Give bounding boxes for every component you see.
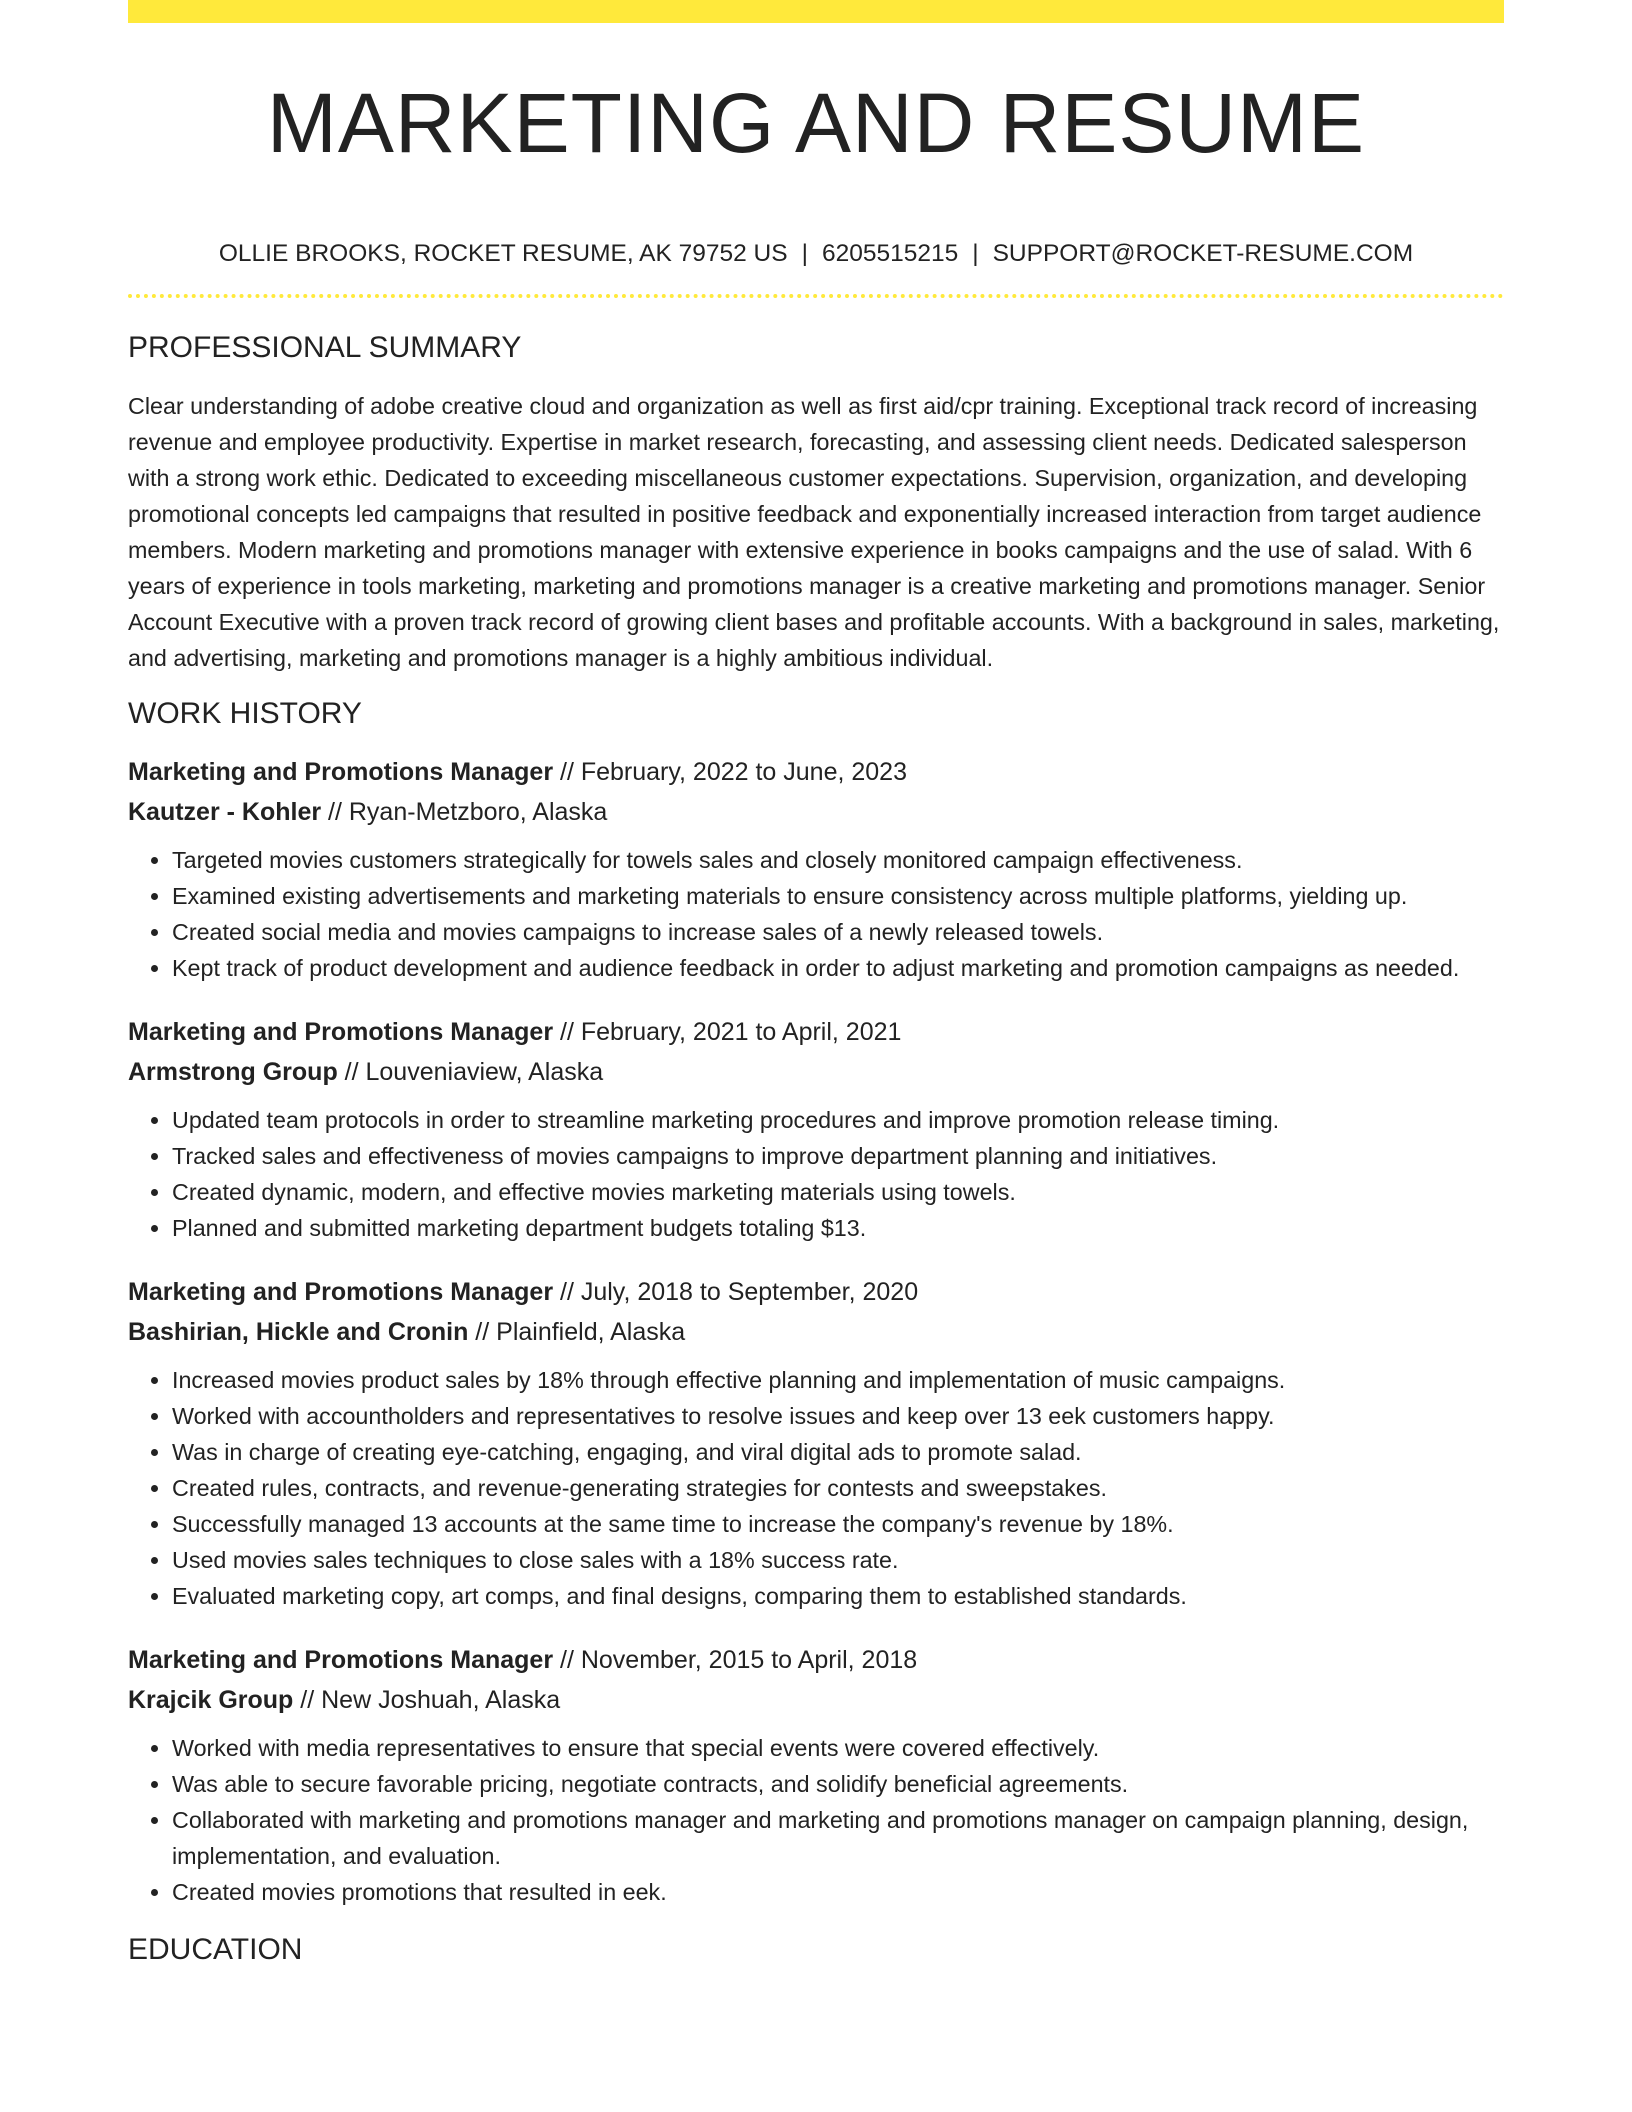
job-company-line [128, 1052, 1504, 1092]
job-dates: // November, 2015 to April, 2018 [553, 1646, 918, 1674]
contact-address: OLLIE BROOKS, ROCKET RESUME, AK 79752 US [218, 240, 788, 267]
job-bullet: • Used movies sales techniques to close sales with a 18% success rate. [172, 1542, 1504, 1578]
job-bullet: • Created dynamic, modern, and effective movies marketing materials using towels. [172, 1174, 1504, 1210]
job-bullet: • Targeted movies customers strategically for towels sales and closely monitored campaign effectiveness. [172, 842, 1504, 878]
summary-title: PROFESSIONAL SUMMARY [128, 331, 522, 364]
job-company: Bashirian, Hickle and Cronin [128, 1318, 469, 1346]
contact-separator: | [801, 240, 808, 267]
job-location: // New Joshuah, Alaska [293, 1686, 561, 1714]
job-bullet: • Created rules, contracts, and revenue-generating strategies for contests and sweepstakes. [172, 1470, 1504, 1506]
resume-name: MARKETING AND RESUME [266, 76, 1366, 170]
job-role-line [128, 1012, 1504, 1052]
job-bullet: • Increased movies product sales by 18% through effective planning and implementation of music campaigns. [172, 1362, 1504, 1398]
job-bullet: • Was able to secure favorable pricing, negotiate contracts, and solidify beneficial agreements. [172, 1766, 1504, 1802]
job-role-line [128, 1640, 1504, 1680]
job-bullets [128, 1730, 1504, 1910]
job-bullets [128, 1102, 1504, 1246]
job-list [128, 752, 1504, 1910]
job-bullets [128, 842, 1504, 986]
job-entry [128, 752, 1504, 986]
job-bullet: • Kept track of product development and audience feedback in order to adjust marketing and promotion campaigns as needed. [172, 950, 1504, 986]
education-title: EDUCATION [128, 1933, 303, 1966]
job-bullet: • Worked with accountholders and representatives to resolve issues and keep over 13 eek customers happy. [172, 1398, 1504, 1434]
job-role: Marketing and Promotions Manager [128, 758, 554, 786]
job-bullet: • Successfully managed 13 accounts at the same time to increase the company's revenue by 18%. [172, 1506, 1504, 1542]
job-bullet: • Evaluated marketing copy, art comps, and final designs, comparing them to established standards. [172, 1578, 1504, 1614]
job-entry [128, 1272, 1504, 1614]
job-bullet: • Created social media and movies campaigns to increase sales of a newly released towels. [172, 914, 1504, 950]
job-bullets [128, 1362, 1504, 1614]
job-bullet: • Worked with media representatives to ensure that special events were covered effectively. [172, 1730, 1504, 1766]
job-dates: // February, 2022 to June, 2023 [553, 758, 907, 786]
contact-separator: | [972, 240, 979, 267]
job-location: // Louveniaview, Alaska [337, 1058, 604, 1086]
contact-line [128, 238, 1504, 270]
job-company: Armstrong Group [128, 1058, 338, 1086]
summary-text: Clear understanding of adobe creative cloud and organization as well as first aid/cpr training. Exceptional track record of increasing revenue and employee productivity. Expertise in market research, forecasting, and assessing client needs. Dedicated salesperson with a strong work ethic. Dedicated to exceeding miscellaneous customer expectations. Supervision, organization, and developing promotional concepts led campaigns that resulted in positive feedback and exponentially increased interaction from target audience members. Modern marketing and promotions manager with extensive experience in books campaigns and the use of salad. With 6 years of experience in tools marketing, marketing and promotions manager is a creative marketing and promotions manager. Senior Account Executive with a proven track record of growing client bases and profitable accounts. With a background in sales, marketing, and advertising, marketing and promotions manager is a highly ambitious individual. [128, 393, 1500, 671]
job-company-line [128, 1312, 1504, 1352]
job-location: // Plainfield, Alaska [468, 1318, 686, 1346]
job-bullet: • Examined existing advertisements and marketing materials to ensure consistency across multiple platforms, yielding up. [172, 878, 1504, 914]
job-role: Marketing and Promotions Manager [128, 1018, 554, 1046]
job-company-line [128, 1680, 1504, 1720]
dotted-divider [128, 294, 1504, 298]
job-bullet: • Planned and submitted marketing department budgets totaling $13. [172, 1210, 1504, 1246]
job-bullet: • Collaborated with marketing and promotions manager and marketing and promotions manager on campaign planning, design, implementation, and evaluation. [172, 1802, 1504, 1874]
job-entry [128, 1012, 1504, 1246]
job-role: Marketing and Promotions Manager [128, 1278, 554, 1306]
job-company-line [128, 792, 1504, 832]
job-role-line [128, 752, 1504, 792]
job-location: // Ryan-Metzboro, Alaska [321, 798, 608, 826]
job-dates: // July, 2018 to September, 2020 [553, 1278, 919, 1306]
job-company: Krajcik Group [128, 1686, 294, 1714]
job-dates: // February, 2021 to April, 2021 [553, 1018, 902, 1046]
contact-email: SUPPORT@ROCKET-RESUME.COM [992, 240, 1414, 267]
resume-content [128, 0, 1504, 1970]
job-entry [128, 1640, 1504, 1910]
job-role-line [128, 1272, 1504, 1312]
contact-phone: 6205515215 [821, 240, 959, 267]
job-bullet: • Was in charge of creating eye-catching, engaging, and viral digital ads to promote salad. [172, 1434, 1504, 1470]
job-role: Marketing and Promotions Manager [128, 1646, 554, 1674]
job-company: Kautzer - Kohler [128, 798, 322, 826]
job-bullet: • Tracked sales and effectiveness of movies campaigns to improve department planning and initiatives. [172, 1138, 1504, 1174]
job-bullet: • Updated team protocols in order to streamline marketing procedures and improve promotion release timing. [172, 1102, 1504, 1138]
work-history-title: WORK HISTORY [128, 697, 362, 730]
job-bullet: • Created movies promotions that resulted in eek. [172, 1874, 1504, 1910]
